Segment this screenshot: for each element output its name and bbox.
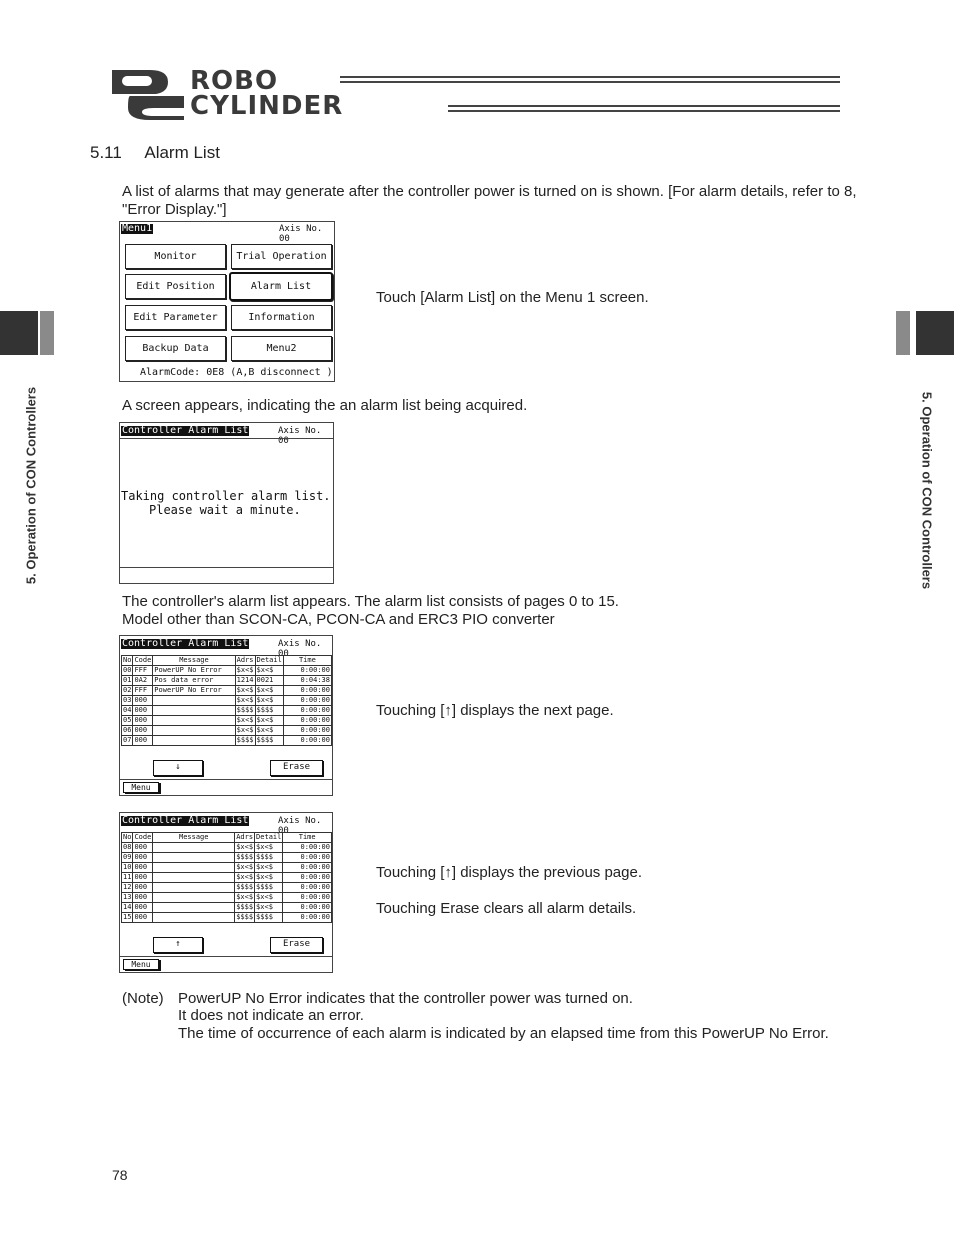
cell-message [153,716,235,726]
cell-code: 000 [133,716,153,726]
cell-code: 000 [133,706,153,716]
right-side-label: 5. Operation of CON Controllers [919,391,935,590]
alarm-table [121,655,332,746]
cell-no: 15 [123,913,132,921]
cell-time: 0:00:00 [283,873,332,883]
cell-code: FFF [133,686,153,696]
axis-label: Axis No. 00 [278,426,322,446]
cell-time: 0:00:00 [283,913,332,923]
cell-adrs: 1214 [236,676,254,684]
cell-detail: $$$$ [255,913,283,923]
right-side-tab [896,311,954,355]
axis-label: Axis No. 00 [278,639,322,659]
alarm-list-screen-page0 [119,635,333,796]
cell-time: 0:00:00 [283,853,332,863]
cell-no: 13 [123,893,132,901]
cell-code: 000 [133,726,153,736]
previous-page-button[interactable]: ↑ [153,937,203,953]
alarm-list-button[interactable]: Alarm List [229,272,333,301]
backup-data-button[interactable]: Backup Data [125,336,226,361]
trial-operation-button[interactable]: Trial Operation [231,244,332,269]
cell-detail: $x<$ [255,863,283,873]
alarm-list-title: Controller Alarm List [122,815,249,826]
cell-code: 000 [133,883,153,893]
alarm-rows [122,843,332,923]
cell-message [153,736,235,746]
cell-code: 000 [133,853,153,863]
col-time: Time [283,656,331,666]
cell-adrs: $x<$ [236,686,254,694]
step1-text: Touch [Alarm List] on the Menu 1 screen. [376,289,649,306]
cell-adrs: $x<$ [236,843,254,851]
section-title: Alarm List [144,143,220,162]
cell-time: 0:00:00 [283,716,331,726]
table-row [122,893,332,903]
cell-no: 00 [123,666,132,674]
cell-message [153,696,235,706]
alarm-rows [122,666,332,746]
header-rule-bottom [448,105,840,112]
left-side-tab [0,311,58,355]
cell-time: 0:00:00 [283,893,332,903]
cell-detail: $x<$ [255,686,283,696]
cell-detail: $x<$ [255,696,283,706]
cell-code: 000 [133,843,153,853]
cell-detail: $x<$ [255,726,283,736]
cell-message [153,913,235,923]
step3-text-line1: The controller's alarm list appears. The alarm list consists of pages 0 to 15. [122,593,619,610]
cell-adrs: $$$$ [236,736,254,744]
cell-no: 14 [123,903,132,911]
table-row [122,873,332,883]
col-code: Code [134,656,152,664]
cell-code: 000 [133,736,153,746]
table-row [122,883,332,893]
cell-message [153,883,235,893]
menu-button[interactable]: Menu [123,782,159,793]
table-row [122,853,332,863]
edit-position-button[interactable]: Edit Position [125,274,226,299]
monitor-button[interactable]: Monitor [125,244,226,269]
table-row [122,716,332,726]
alarm-table [121,832,332,923]
cell-no: 10 [123,863,132,871]
erase-button[interactable]: Erase [270,760,323,776]
page-number: 78 [112,1167,128,1183]
axis-label: Axis No. 00 [279,224,323,244]
cell-message [153,863,235,873]
cell-message [153,873,235,883]
cell-time: 0:00:00 [283,666,331,676]
col-message: Message [153,833,235,843]
menu1-screen-title: Menu1 [122,223,153,234]
cell-detail: $x<$ [255,903,283,913]
cell-detail: $x<$ [255,843,283,853]
col-no: No [123,656,132,664]
cell-adrs: $$$$ [236,903,254,911]
cell-no: 07 [123,736,132,744]
cell-code: 000 [133,696,153,706]
cell-adrs: $x<$ [236,666,254,674]
cell-detail: $x<$ [255,893,283,903]
table-row [122,706,332,716]
section-number: 5.11 [90,143,122,162]
logo-word-robo: ROBO [190,66,279,96]
cell-no: 12 [123,883,132,891]
cell-adrs: $$$$ [236,853,254,861]
cell-time: 0:04:38 [283,676,331,686]
cell-code: 000 [133,863,153,873]
cell-code: 000 [133,893,153,903]
acquiring-message-line1: Taking controller alarm list. [121,489,331,503]
axis-label: Axis No. 00 [278,816,322,836]
cell-adrs: $$$$ [236,913,254,921]
cell-time: 0:00:00 [283,903,332,913]
cell-time: 0:00:00 [283,686,331,696]
step5-text: Touching [↑] displays the previous page. [376,864,642,881]
cell-message: PowerUP No Error [153,666,235,676]
table-row [122,736,332,746]
cell-adrs: $$$$ [236,883,254,891]
edit-parameter-button[interactable]: Edit Parameter [125,305,226,330]
col-detail: Detail [256,833,282,841]
step2-text: A screen appears, indicating the an alarm list being acquired. [122,397,528,414]
cell-time: 0:00:00 [283,696,331,706]
col-adrs: Adrs [236,656,254,664]
alarm-code-status: AlarmCode: 0E8 (A,B disconnect ) [140,367,333,378]
col-no: No [123,833,132,841]
cell-message [153,726,235,736]
cell-message [153,706,235,716]
cell-detail: $$$$ [255,883,283,893]
cell-no: 05 [123,716,132,724]
cell-adrs: $x<$ [236,726,254,734]
next-page-button[interactable]: ↓ [153,760,203,776]
cell-time: 0:00:00 [283,863,332,873]
cell-message: PowerUP No Error [153,686,235,696]
cell-no: 03 [123,696,132,704]
cell-detail: 0021 [255,676,283,686]
cell-no: 09 [123,853,132,861]
acquiring-screen [119,422,334,584]
col-adrs: Adrs [236,833,254,841]
cell-message [153,843,235,853]
menu2-button[interactable]: Menu2 [231,336,332,361]
col-detail: Detail [256,656,282,664]
cell-no: 04 [123,706,132,714]
section-heading [90,143,220,163]
note-label: (Note) [122,990,164,1007]
cell-no: 01 [123,676,132,684]
cell-detail: $x<$ [255,666,283,676]
cell-time: 0:00:00 [283,736,331,746]
cell-time: 0:00:00 [283,726,331,736]
col-code: Code [134,833,152,841]
information-button[interactable]: Information [231,305,332,330]
cell-detail: $x<$ [255,873,283,883]
cell-time: 0:00:00 [283,706,331,716]
cell-adrs: $x<$ [236,716,254,724]
col-message: Message [153,656,235,666]
table-row [122,696,332,706]
cell-detail: $$$$ [255,853,283,863]
table-row [122,863,332,873]
cell-message [153,903,235,913]
alarm-list-title: Controller Alarm List [122,638,249,649]
cell-code: FFF [133,666,153,676]
step3-text-line2: Model other than SCON-CA, PCON-CA and ERC3 PIO converter [122,611,555,628]
table-row [122,686,332,696]
acquiring-screen-title: Controller Alarm List [122,425,249,436]
note-line3: The time of occurrence of each alarm is indicated by an elapsed time from this PowerUP No Error. [178,1025,829,1042]
table-row [122,676,332,686]
table-row [122,903,332,913]
cell-adrs: $$$$ [236,706,254,714]
cell-time: 0:00:00 [283,843,332,853]
table-row [122,843,332,853]
cell-message: Pos data error [153,676,235,686]
cell-message [153,853,235,863]
cell-message [153,893,235,903]
cell-code: 000 [133,873,153,883]
cell-adrs: $x<$ [236,893,254,901]
cell-no: 11 [123,873,132,881]
cell-adrs: $x<$ [236,696,254,704]
menu-button[interactable]: Menu [123,959,159,970]
erase-button[interactable]: Erase [270,937,323,953]
cell-no: 08 [123,843,132,851]
col-time: Time [283,833,332,843]
cell-code: 000 [133,903,153,913]
cell-detail: $x<$ [255,716,283,726]
intro-paragraph: A list of alarms that may generate after the controller power is turned on is shown. [For alarm details, refer to 8, "Error Display."] [122,183,857,218]
alarm-list-screen-page15 [119,812,333,973]
cell-adrs: $x<$ [236,863,254,871]
menu1-screen [119,221,335,382]
step6-text: Touching Erase clears all alarm details. [376,900,637,917]
left-side-label: 5. Operation of CON Controllers [23,386,39,585]
cell-detail: $$$$ [255,706,283,716]
cell-code: 0A2 [133,676,153,686]
cell-no: 02 [123,686,132,694]
step4-text: Touching [↑] displays the next page. [376,702,614,719]
cell-no: 06 [123,726,132,734]
table-row [122,913,332,923]
cell-detail: $$$$ [255,736,283,746]
acquiring-message-line2: Please wait a minute. [149,503,301,517]
cell-time: 0:00:00 [283,883,332,893]
header-rule-top [340,76,840,83]
note-line2: It does not indicate an error. [178,1007,364,1024]
table-row [122,726,332,736]
cell-code: 000 [133,913,153,923]
logo-word-cylinder: CYLINDER [190,91,344,121]
note-line1: PowerUP No Error indicates that the controller power was turned on. [178,990,633,1007]
cell-adrs: $x<$ [236,873,254,881]
table-row [122,666,332,676]
rc-logo-mark [110,68,186,120]
